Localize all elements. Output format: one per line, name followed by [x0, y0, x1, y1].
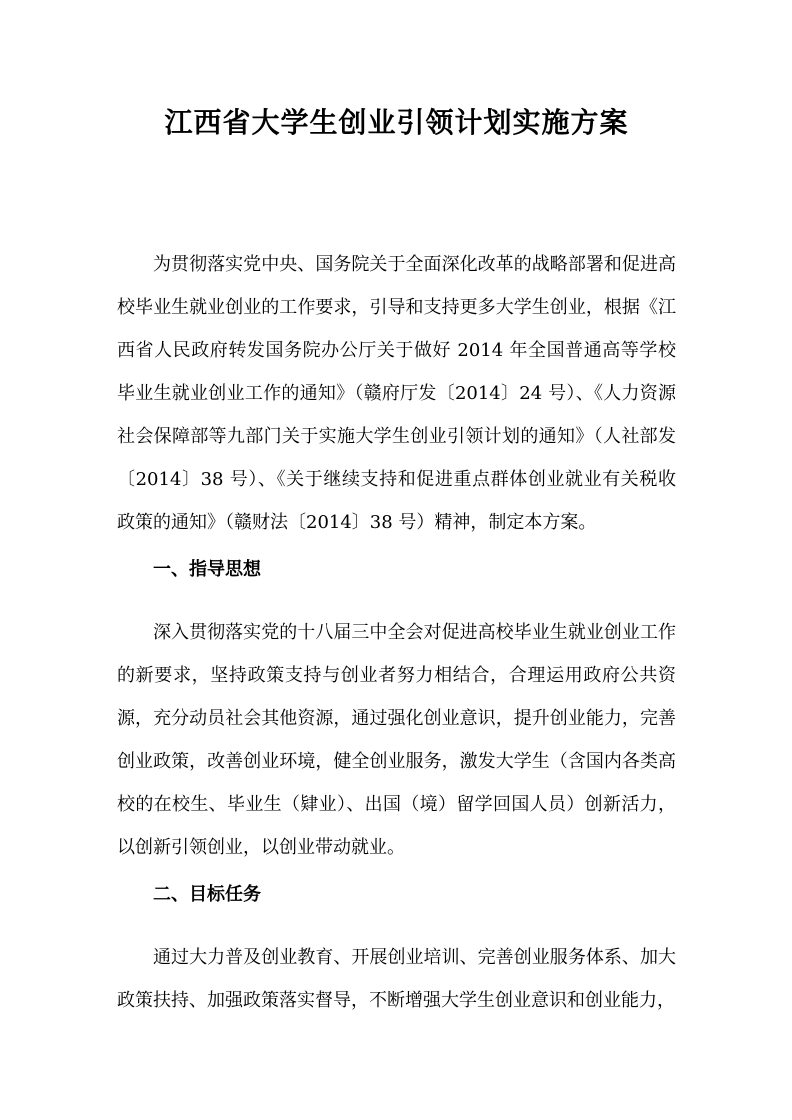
paragraph: 深入贯彻落实党的十八届三中全会对促进高校毕业生就业创业工作的新要求，坚持政策支持与创业者努力相结合，合理运用政府公共资源，充分动员社会其他资源，通过强化创业意识，提升创业能力，完善创业政策，改善创业环境，健全创业服务，激发大学生（含国内各类高校的在校生、毕业生（肄业）、出国（境）留学回国人员）创新活力，以创新引领创业，以创业带动就业。 [117, 621, 676, 858]
document-body [117, 243, 676, 1022]
paragraph: 为贯彻落实党中央、国务院关于全面深化改革的战略部署和促进高校毕业生就业创业的工作要求，引导和支持更多大学生创业，根据《江西省人民政府转发国务院办公厅关于做好 2014 年全国普通高等学校毕业生就业创业工作的通知》（赣府厅发〔2014〕24 号）、《人力资源社会保障部等九部门关于实施大学生创业引领计划的通知》（人社部发〔2014〕38 号）、《关于继续支持和促进重点群体创业就业有关税收政策的通知》（赣财法〔2014〕38 号）精神，制定本方案。 [117, 253, 676, 533]
section-heading: 二、目标任务 [153, 883, 261, 905]
paragraph: 通过大力普及创业教育、开展创业培训、完善创业服务体系、加大政策扶持、加强政策落实督导，不断增强大学生创业意识和创业能力， [117, 946, 676, 1011]
document-title: 江西省大学生创业引领计划实施方案 [164, 106, 629, 139]
section-heading: 一、指导思想 [153, 558, 261, 580]
